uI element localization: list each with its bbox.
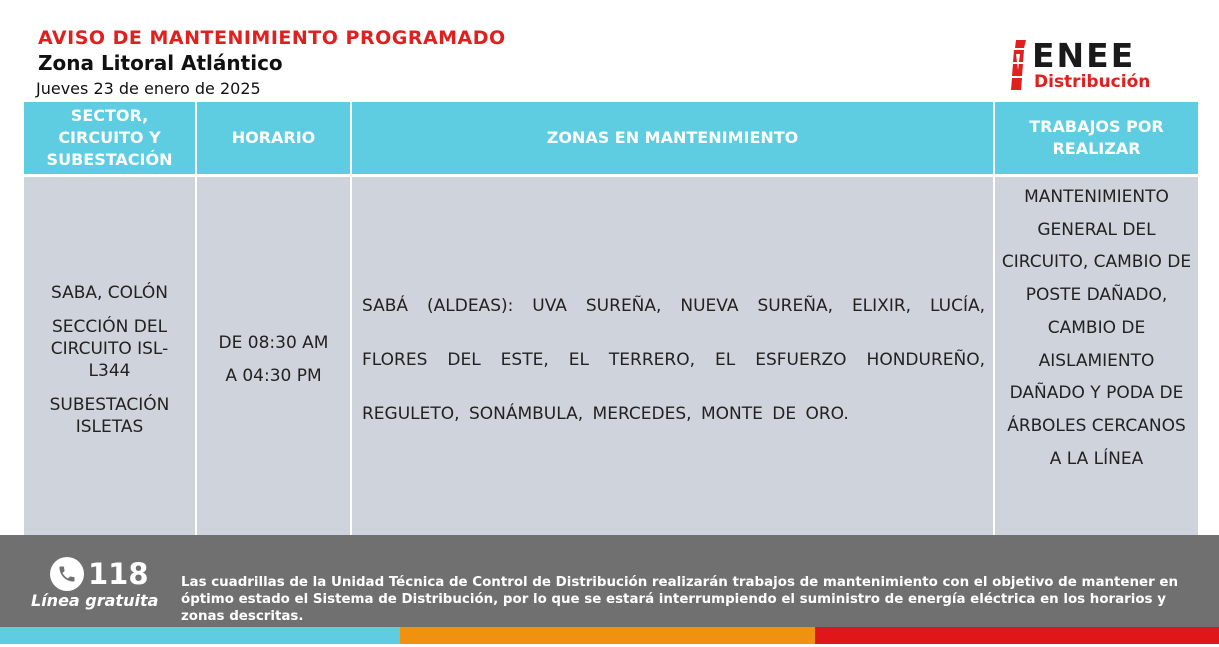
zones-cell: SABÁ (ALDEAS): UVA SUREÑA, NUEVA SUREÑA, ELIXIR, LUCÍA, FLORES DEL ESTE, EL TERRERO, EL ESFUERZO HONDUREÑO, REGULETO, SONÁMBULA, MERCEDES, MONTE DE ORO. [351, 176, 994, 543]
phone-number: 118 [88, 557, 149, 591]
maintenance-table [24, 102, 1198, 542]
table-row [24, 176, 1198, 543]
footer-banner [0, 535, 1219, 627]
header-sector: SECTOR, CIRCUITO Y SUBESTACIÓN [24, 102, 196, 176]
substation-name: SUBESTACIÓN ISLETAS [49, 394, 170, 437]
header-works: TRABAJOS POR REALIZAR [994, 102, 1198, 176]
header-zones: ZONAS EN MANTENIMIENTO [351, 102, 994, 176]
works-cell: MANTENIMIENTO GENERAL DEL CIRCUITO, CAMBIO DE POSTE DAÑADO, CAMBIO DE AISLAMIENTO DAÑADO Y PODA DE ÁRBOLES CERCANOS A LA LÍNEA [994, 176, 1198, 543]
page-title: AVISO DE MANTENIMIENTO PROGRAMADO [38, 27, 506, 49]
schedule-start: DE 08:30 AM [218, 332, 329, 353]
enee-logo [1010, 38, 1185, 94]
zone-subtitle: Zona Litoral Atlántico [38, 51, 283, 75]
notice-header [0, 0, 1219, 102]
stripe-blue [0, 627, 400, 644]
enee-flame-icon [1010, 40, 1030, 90]
notice-date: Jueves 23 de enero de 2025 [36, 79, 261, 98]
stripe-red [815, 627, 1219, 644]
schedule-end: A 04:30 PM [225, 365, 322, 386]
header-schedule: HORARIO [196, 102, 351, 176]
stripe-orange [400, 627, 815, 644]
logo-name: ENEE [1032, 36, 1136, 75]
notice-text: Las cuadrillas de la Unidad Técnica de Control de Distribución realizarán trabajos de mantenimiento con el objetivo de mantener en óptimo estado el Sistema de Distribución, por lo que se estará interrumpiendo el suministro de energía eléctrica en los horarios y zonas descritas. [181, 575, 1178, 624]
free-line-label: Línea gratuita [31, 591, 159, 610]
sector-name: SABA, COLÓN [50, 282, 169, 303]
schedule-cell [196, 176, 351, 543]
table-header-row [24, 102, 1198, 176]
phone-icon [50, 557, 84, 591]
circuit-section: SECCIÓN DEL CIRCUITO ISL-L344 [50, 316, 169, 381]
sector-cell [24, 176, 196, 543]
logo-subtitle: Distribución [1034, 72, 1151, 92]
